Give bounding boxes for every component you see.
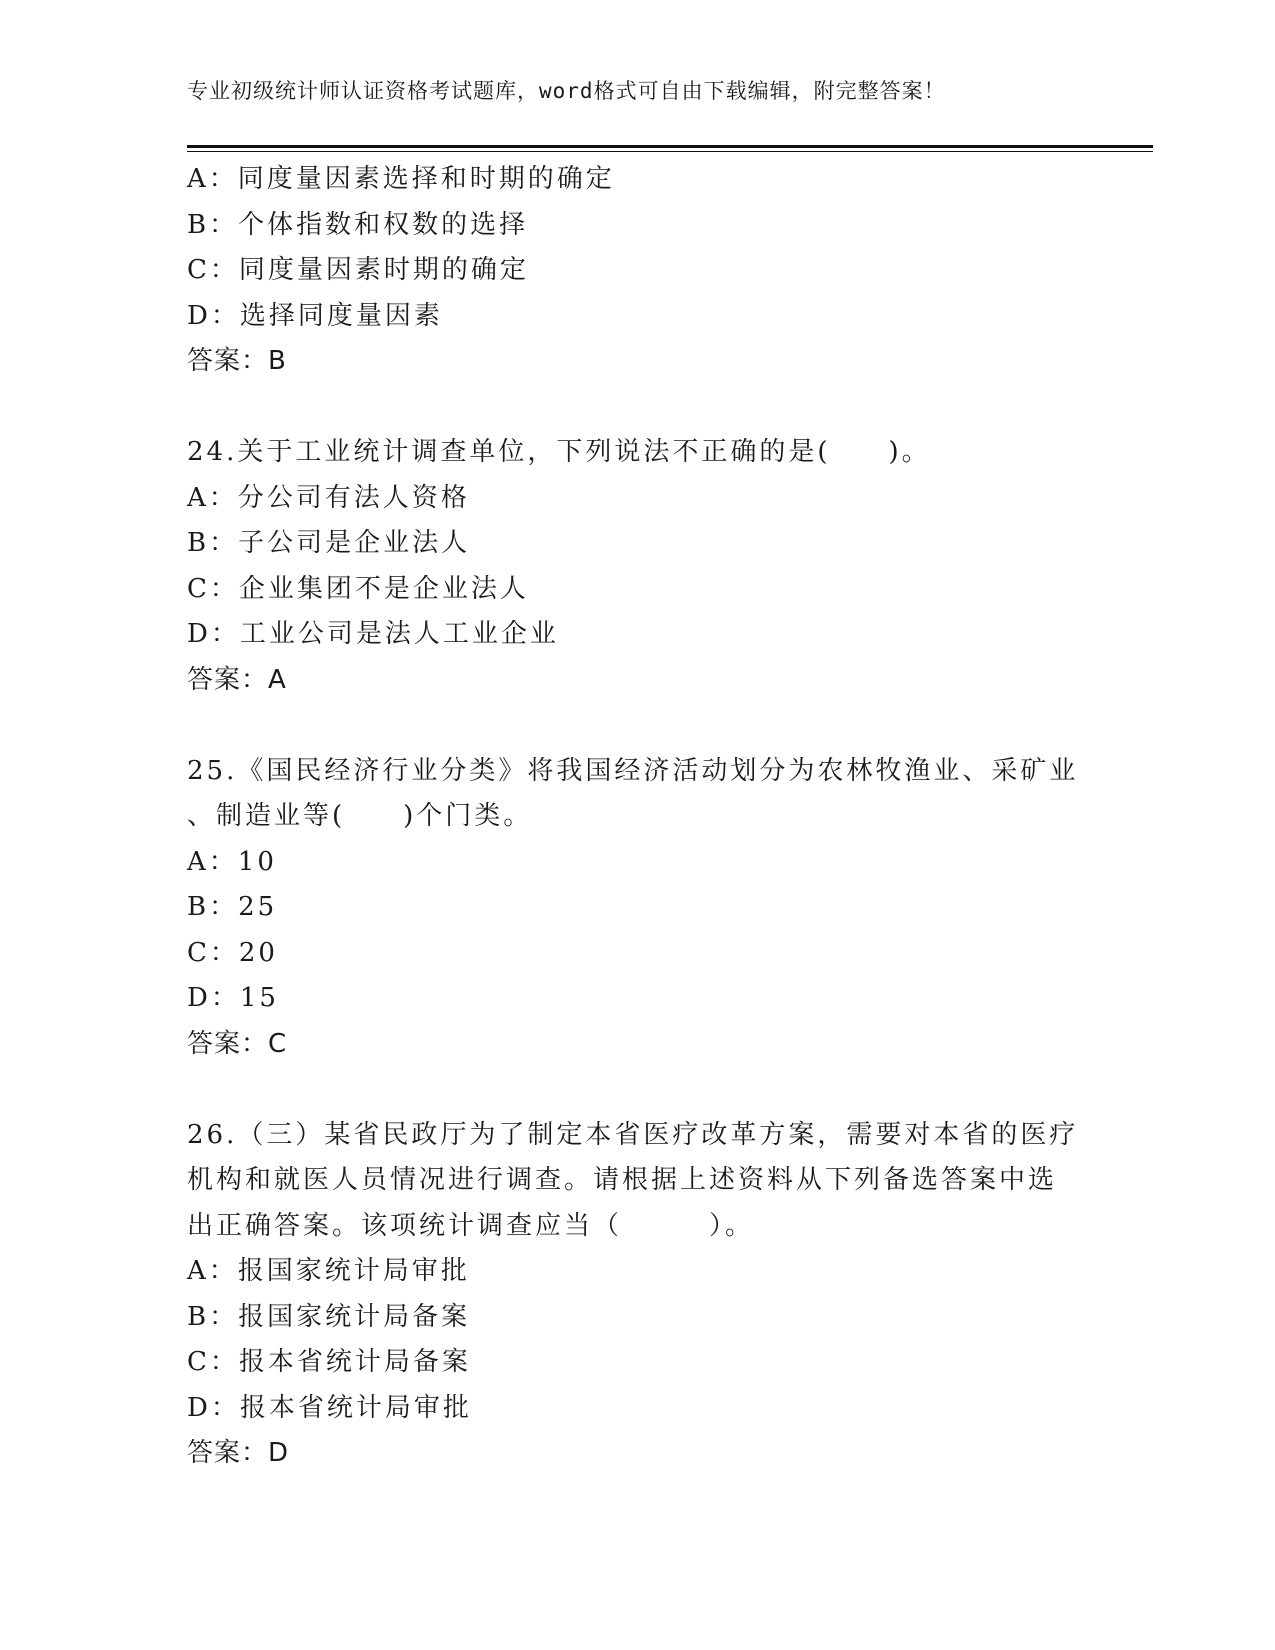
- option-d: D：工业公司是法人工业企业: [187, 619, 559, 649]
- answer-line: 答案：D: [187, 1438, 290, 1468]
- option-b: B：子公司是企业法人: [187, 528, 471, 558]
- option-a: A：分公司有法人资格: [187, 482, 470, 513]
- option-a: A：同度量因素选择和时期的确定: [187, 164, 615, 194]
- question-23: [187, 157, 1087, 385]
- answer-line: 答案：B: [187, 346, 287, 376]
- question-list: [187, 157, 1087, 1477]
- option-c: C：20: [187, 937, 278, 968]
- option-a: A：10: [187, 846, 277, 877]
- option-d: D：选择同度量因素: [187, 300, 443, 331]
- question-stem-line-2: 、制造业等( )个门类。: [187, 801, 533, 831]
- option-b: B：25: [187, 892, 278, 922]
- option-c: C：企业集团不是企业法人: [187, 573, 529, 604]
- spacer: [187, 385, 1087, 431]
- option-d: D：报本省统计局审批: [187, 1392, 472, 1423]
- question-stem-line-3: 出正确答案。该项统计调查应当（ ）。: [187, 1210, 755, 1241]
- question-24: [187, 430, 1087, 703]
- question-stem: 24.关于工业统计调查单位，下列说法不正确的是( )。: [187, 437, 931, 467]
- spacer: [187, 703, 1087, 749]
- question-stem-line-1: 25.《国民经济行业分类》将我国经济活动划分为农林牧渔业、采矿业: [187, 755, 1079, 786]
- header-rule-thick: [187, 145, 1153, 148]
- option-d: D：15: [187, 983, 279, 1013]
- option-c: C：报本省统计局备案: [187, 1347, 471, 1377]
- header-rule-thin: [187, 151, 1153, 152]
- question-stem-line-1: 26.（三）某省民政厅为了制定本省医疗改革方案，需要对本省的医疗: [187, 1119, 1079, 1150]
- answer-line: 答案：A: [187, 664, 287, 695]
- question-25: [187, 749, 1087, 1068]
- option-a: A：报国家统计局审批: [187, 1256, 470, 1286]
- question-26: [187, 1113, 1087, 1477]
- answer-line: 答案：C: [187, 1028, 288, 1059]
- option-c: C：同度量因素时期的确定: [187, 255, 529, 285]
- question-stem-line-2: 机构和就医人员情况进行调查。请根据上述资料从下列备选答案中选: [187, 1165, 1058, 1195]
- option-b: B：报国家统计局备案: [187, 1301, 471, 1332]
- spacer: [187, 1067, 1087, 1113]
- page-header: 专业初级统计师认证资格考试题库，word格式可自由下载编辑，附完整答案！: [187, 79, 946, 103]
- option-b: B：个体指数和权数的选择: [187, 209, 529, 240]
